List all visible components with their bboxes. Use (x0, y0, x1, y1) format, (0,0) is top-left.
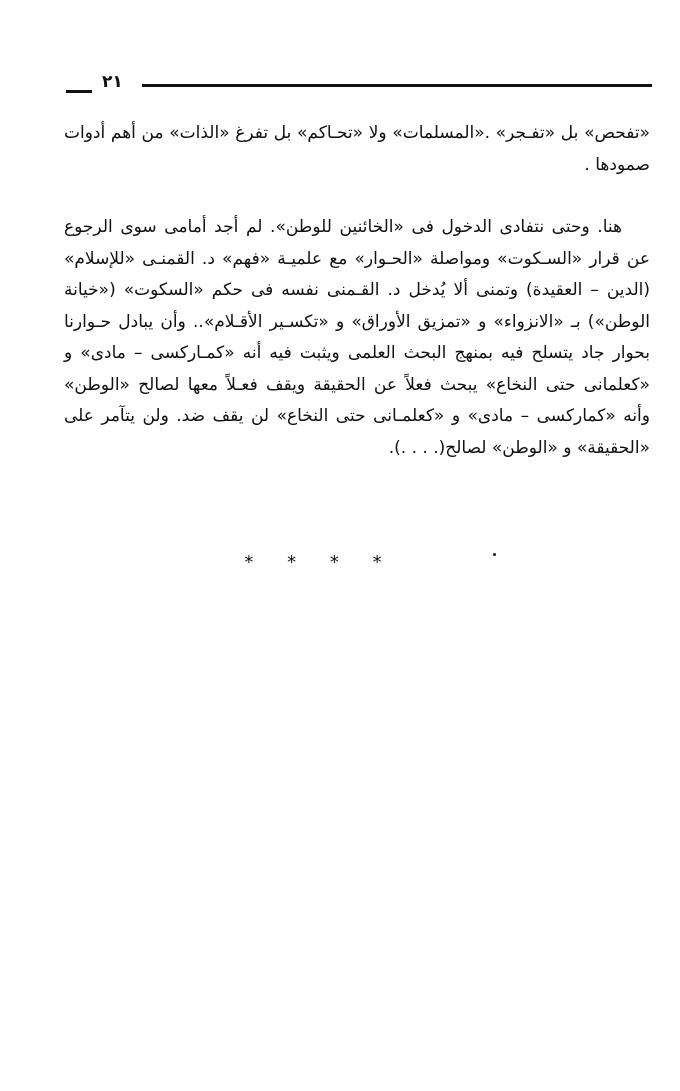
paragraph-2: هنا. وحتى نتفادى الدخول فى «الخائنين للوطن». لم أجد أمامى سوى الرجوع عن قرار «السـكوت» ومواصلة «الحـوار» مع علميـة «فهم» د. القمنـى «للإسلام» (الدين – العقيدة) وتمنى ألا يُدخل د. القـمنى نفسه فى حكم «السكوت» («خيانة الوطن») بـ «الانزواء» و «تمزيق الأوراق» و «تكسـير الأقـلام».. وأن يبادل حـوارنا بحوار جاد يتسلح فيه بمنهج البحث العلمى ويثبت فيه أنه «كمـاركسى – مادى» و «كعلمانى حتى النخاع» يبحث فعلاً عن الحقيقة ويقف فعـلاً معها لصالح «الوطن» وأنه «كماركسى – مادى» و «كعلمـانى حتى النخاع» لن يقف ضد. ولن يتآمر على «الحقيقة» و «الوطن» لصالح(. . . .). (64, 217, 650, 458)
page-header (66, 72, 652, 102)
section-separator: * * * * (244, 552, 396, 573)
header-rule-long (142, 84, 652, 87)
paragraph-1: «تفحص» بل «تفـجر» .«المسلمات» ولا «تحـاكم» بل تفرغ «الذات» من أهم أدوات صمودها . (64, 123, 650, 175)
body-text (64, 118, 650, 464)
header-rule-short (66, 90, 92, 93)
page-number: ٢١ (102, 72, 123, 92)
